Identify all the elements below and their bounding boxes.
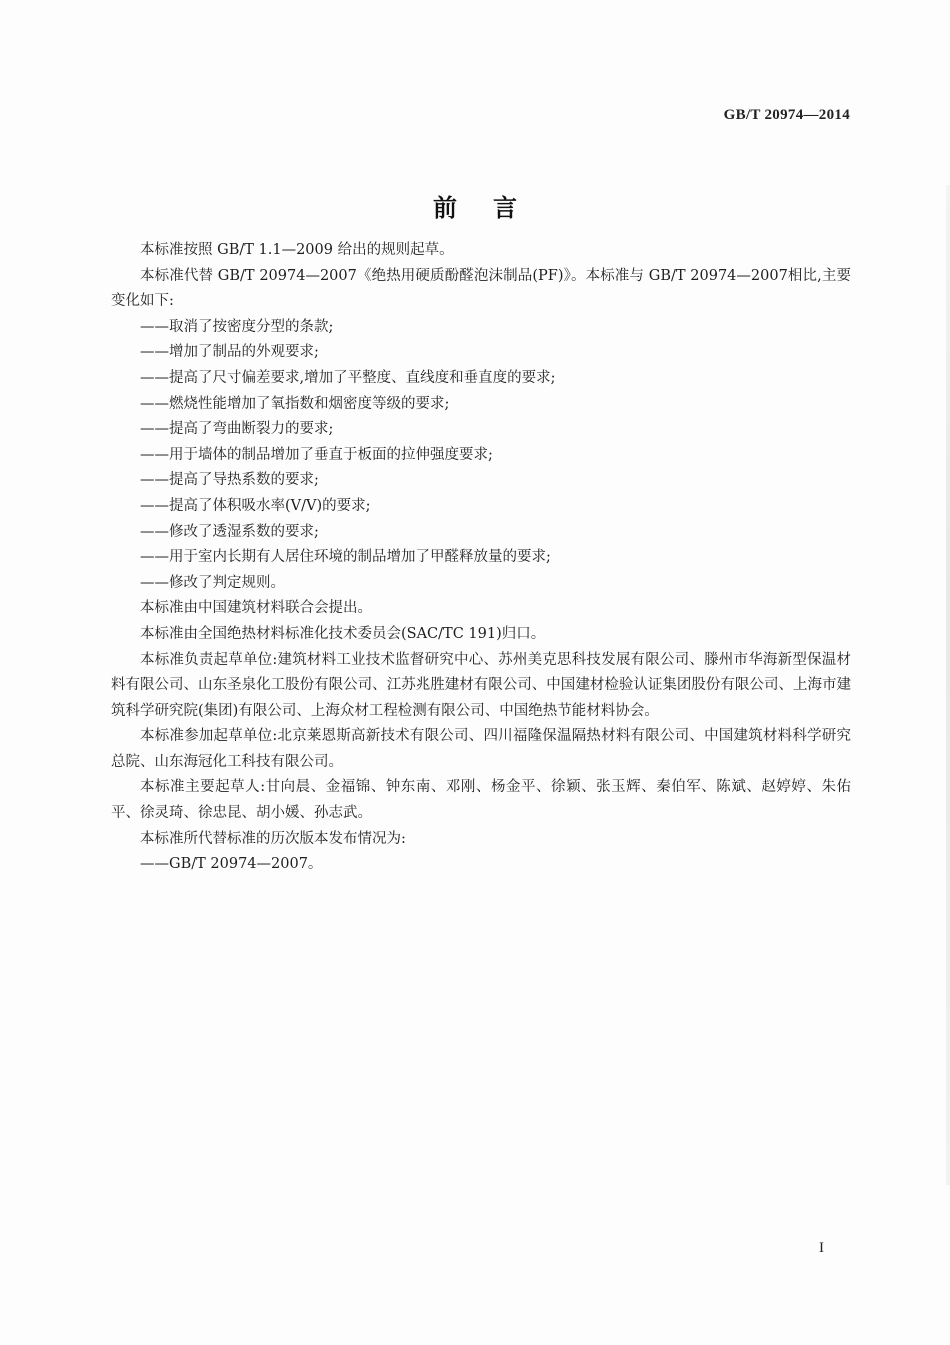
paragraph-committee: 本标准由全国绝热材料标准化技术委员会(SAC/TC 191)归口。 <box>140 625 546 642</box>
change-item: ——用于室内长期有人居住环境的制品增加了甲醛释放量的要求; <box>140 549 551 566</box>
change-item: ——提高了体积吸水率(V/V)的要求; <box>140 497 371 514</box>
history-item: ——GB/T 20974—2007。 <box>140 856 323 873</box>
paragraph-version-history: 本标准所代替标准的历次版本发布情况为: <box>140 830 406 847</box>
change-item: ——修改了判定规则。 <box>140 574 285 591</box>
paragraph-proposer: 本标准由中国建筑材料联合会提出。 <box>140 600 372 617</box>
scan-edge-shadow <box>946 185 950 1185</box>
paragraph-participating-drafters: 本标准参加起草单位:北京莱恩斯高新技术有限公司、四川福隆保温隔热材料有限公司、中国建筑材料科学研究总院、山东海冠化工科技有限公司。 <box>111 728 851 770</box>
paragraph-replacement: 本标准代替 GB/T 20974—2007《绝热用硬质酚醛泡沫制品(PF)》。本标准与 GB/T 20974—2007相比,主要变化如下: <box>111 267 851 310</box>
change-item: ——提高了弯曲断裂力的要求; <box>140 421 334 438</box>
foreword-body <box>111 238 851 878</box>
paragraph-lead-drafters: 本标准负责起草单位:建筑材料工业技术监督研究中心、苏州美克思科技发展有限公司、滕州市华海新型保温材料有限公司、山东圣泉化工股份有限公司、江苏兆胜建材有限公司、中国建材检验认证集团股份有限公司、上海市建筑科学研究院(集团)有限公司、上海众材工程检测有限公司、中国绝热节能材料协会。 <box>111 651 851 719</box>
page-number: I <box>819 1240 824 1256</box>
change-item: ——增加了制品的外观要求; <box>140 344 319 361</box>
change-item: ——提高了导热系数的要求; <box>140 472 319 489</box>
change-item: ——用于墙体的制品增加了垂直于板面的拉伸强度要求; <box>140 446 493 463</box>
change-item: ——燃烧性能增加了氧指数和烟密度等级的要求; <box>140 395 450 412</box>
change-item: ——修改了透湿系数的要求; <box>140 523 319 540</box>
change-item: ——取消了按密度分型的条款; <box>140 318 334 335</box>
change-item: ——提高了尺寸偏差要求,增加了平整度、直线度和垂直度的要求; <box>140 369 556 386</box>
standard-code: GB/T 20974—2014 <box>723 107 850 123</box>
paragraph-drafting-rules: 本标准按照 GB/T 1.1—2009 给出的规则起草。 <box>140 242 454 258</box>
paragraph-main-drafters: 本标准主要起草人:甘向晨、金福锦、钟东南、邓刚、杨金平、徐颖、张玉辉、秦伯军、陈斌、赵婷婷、朱佑平、徐灵琦、徐忠昆、胡小媛、孙志武。 <box>111 779 851 822</box>
page-title: 前言 <box>433 194 553 222</box>
